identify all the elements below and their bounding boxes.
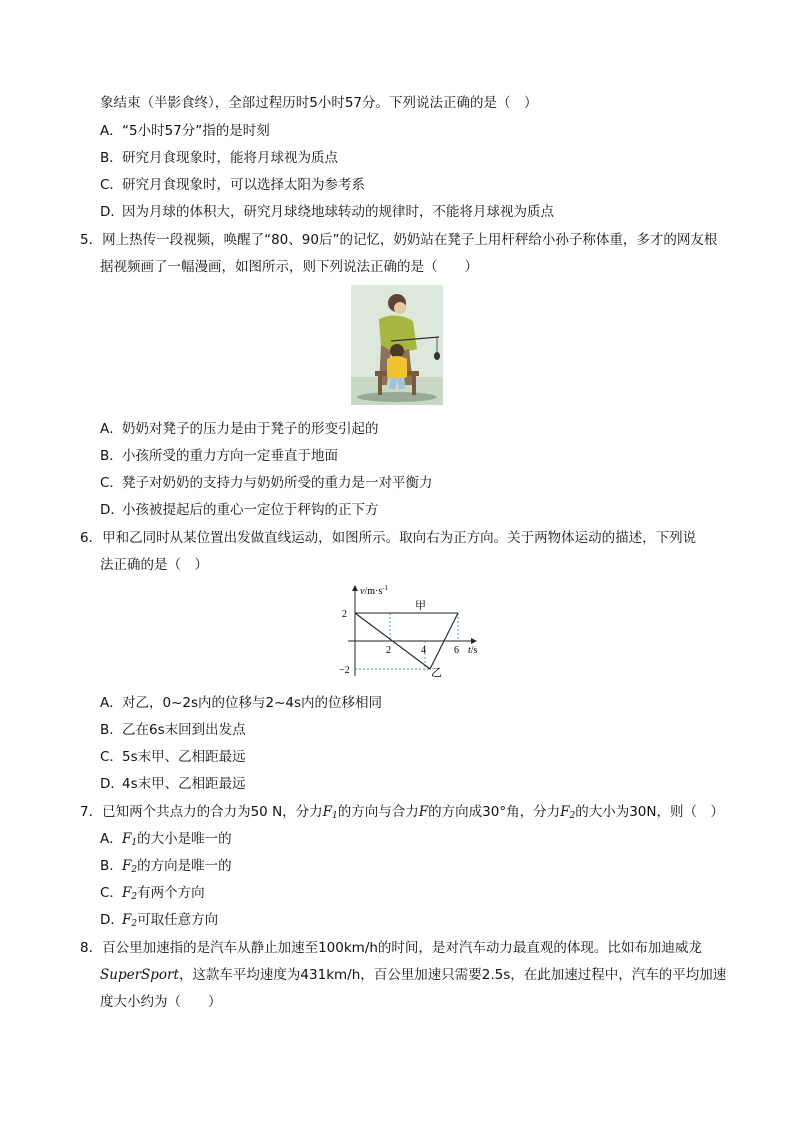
q7-stem	[80, 802, 724, 826]
option-text: 凳子对奶奶的支持力与奶奶所受的重力是一对平衡力	[122, 475, 433, 491]
option-text: 乙在6s末回到出发点	[122, 722, 246, 738]
q7-text-2: 的方向与合力	[337, 804, 419, 820]
var-f2: $F_2$	[122, 912, 138, 929]
option-label: B．	[100, 858, 123, 874]
option-label: B．	[100, 150, 123, 166]
q6-option-a	[100, 693, 382, 713]
q5-option-a	[100, 419, 379, 439]
tick-y-neg2: −2	[339, 665, 350, 676]
tick-x-4: 4	[421, 645, 426, 656]
var-f: F	[418, 804, 429, 820]
option-text: 有两个方向	[137, 885, 205, 901]
option-text: 小孩所受的重力方向一定垂直于地面	[122, 448, 338, 464]
question-number: 5．	[80, 232, 103, 248]
option-text: 研究月食现象时，能将月球视为质点	[122, 150, 338, 166]
option-text: 因为月球的体积大，研究月球绕地球转动的规律时，不能将月球视为质点	[122, 204, 554, 220]
q8-text-2: ，这款车平均速度为431km/h，百公里加速只需要2.5s，在此加速过程中，汽车的平均加速	[178, 967, 727, 983]
option-label: C．	[100, 177, 123, 193]
q6-option-b	[100, 720, 246, 740]
q6-option-d	[100, 774, 246, 794]
option-text: 小孩被提起后的重心一定位于秤钩的正下方	[122, 502, 379, 518]
q6-stem-line2: 法正确的是（ ）	[100, 557, 208, 573]
option-label: B．	[100, 448, 123, 464]
q8-text-1: 百公里加速指的是汽车从静止加速至100km/h的时间，是对汽车动力最直观的体现。比如布加迪威龙	[102, 940, 702, 956]
q5-option-c	[100, 473, 433, 493]
question-number: 6．	[80, 530, 103, 546]
option-label: A．	[100, 695, 123, 711]
q7-option-b	[100, 856, 232, 880]
option-label: A．	[100, 123, 123, 139]
q4-continuation: 象结束（半影食终），全部过程历时5小时57分。下列说法正确的是（ ）	[100, 95, 538, 111]
option-text: 的方向是唯一的	[137, 858, 232, 874]
q6-option-c	[100, 747, 246, 767]
option-label: C．	[100, 885, 123, 901]
option-label: A．	[100, 831, 123, 847]
option-text: 4s末甲、乙相距最远	[122, 776, 246, 792]
q5-option-d	[100, 500, 379, 520]
option-text: 奶奶对凳子的压力是由于凳子的形变引起的	[122, 421, 379, 437]
q6-stem-line1	[80, 528, 696, 548]
option-text: 5s末甲、乙相距最远	[122, 749, 246, 765]
var-f1: $F_1$	[322, 804, 338, 821]
var-f2: $F_2$	[122, 885, 138, 902]
q4-option-a	[100, 121, 270, 141]
q7-option-c	[100, 883, 205, 907]
tick-x-6: 6	[454, 645, 459, 656]
label-jia: 甲	[415, 599, 426, 612]
q4-option-c	[100, 175, 365, 195]
tick-y-2: 2	[342, 609, 347, 620]
var-f1: $F_1$	[122, 831, 138, 848]
q7-text-4: 的大小为30N，则（ ）	[575, 804, 724, 820]
option-text: 对乙，0~2s内的位移与2~4s内的位移相同	[122, 695, 383, 711]
q4-option-d	[100, 202, 554, 222]
q5-text-1: 网上热传一段视频，唤醒了“80、90后”的记忆，奶奶站在凳子上用杆秤给小孙子称体重，多才的网友根	[102, 232, 718, 248]
q8-stem-line2	[100, 965, 726, 985]
option-label: D．	[100, 912, 124, 928]
option-label: B．	[100, 722, 123, 738]
tick-x-2: 2	[386, 645, 391, 656]
option-text: 可取任意方向	[137, 912, 219, 928]
option-label: D．	[100, 776, 124, 792]
q5-option-b	[100, 446, 338, 466]
v-axis-label: $v/m\cdot s^{-1}$	[360, 584, 389, 597]
q7-text-3: 的方向成30°角，分力	[428, 804, 561, 820]
car-model-name: SuperSport	[100, 967, 179, 983]
label-yi: 乙	[431, 666, 442, 679]
grandma-weighing-child-illustration	[351, 285, 443, 405]
option-text: 研究月食现象时，可以选择太阳为参考系	[122, 177, 365, 193]
question-number: 8．	[80, 940, 103, 956]
option-label: C．	[100, 749, 123, 765]
option-text: 的大小是唯一的	[137, 831, 232, 847]
q5-stem-line2: 据视频画了一幅漫画，如图所示，则下列说法正确的是（ ）	[100, 259, 478, 275]
q7-option-a	[100, 829, 232, 853]
question-number: 7．	[80, 804, 103, 820]
q5-stem-line1	[80, 230, 717, 250]
option-label: A．	[100, 421, 123, 437]
q7-text-1: 已知两个共点力的合力为50 N，分力	[102, 804, 323, 820]
q6-text-1: 甲和乙同时从某位置出发做直线运动，如图所示。取向右为正方向。关于两物体运动的描述，下列说	[102, 530, 697, 546]
q8-stem-line3: 度大小约为（ ）	[100, 994, 222, 1010]
option-label: D．	[100, 502, 124, 518]
velocity-time-graph	[336, 582, 486, 680]
t-axis-label: t/s	[468, 645, 478, 656]
q8-stem-line1	[80, 938, 702, 958]
option-label: D．	[100, 204, 124, 220]
option-label: C．	[100, 475, 123, 491]
var-f2: $F_2$	[122, 858, 138, 875]
q4-option-b	[100, 148, 338, 168]
q7-option-d	[100, 910, 218, 934]
var-f2: $F_2$	[560, 804, 576, 821]
option-text: “5小时57分”指的是时刻	[122, 123, 270, 139]
